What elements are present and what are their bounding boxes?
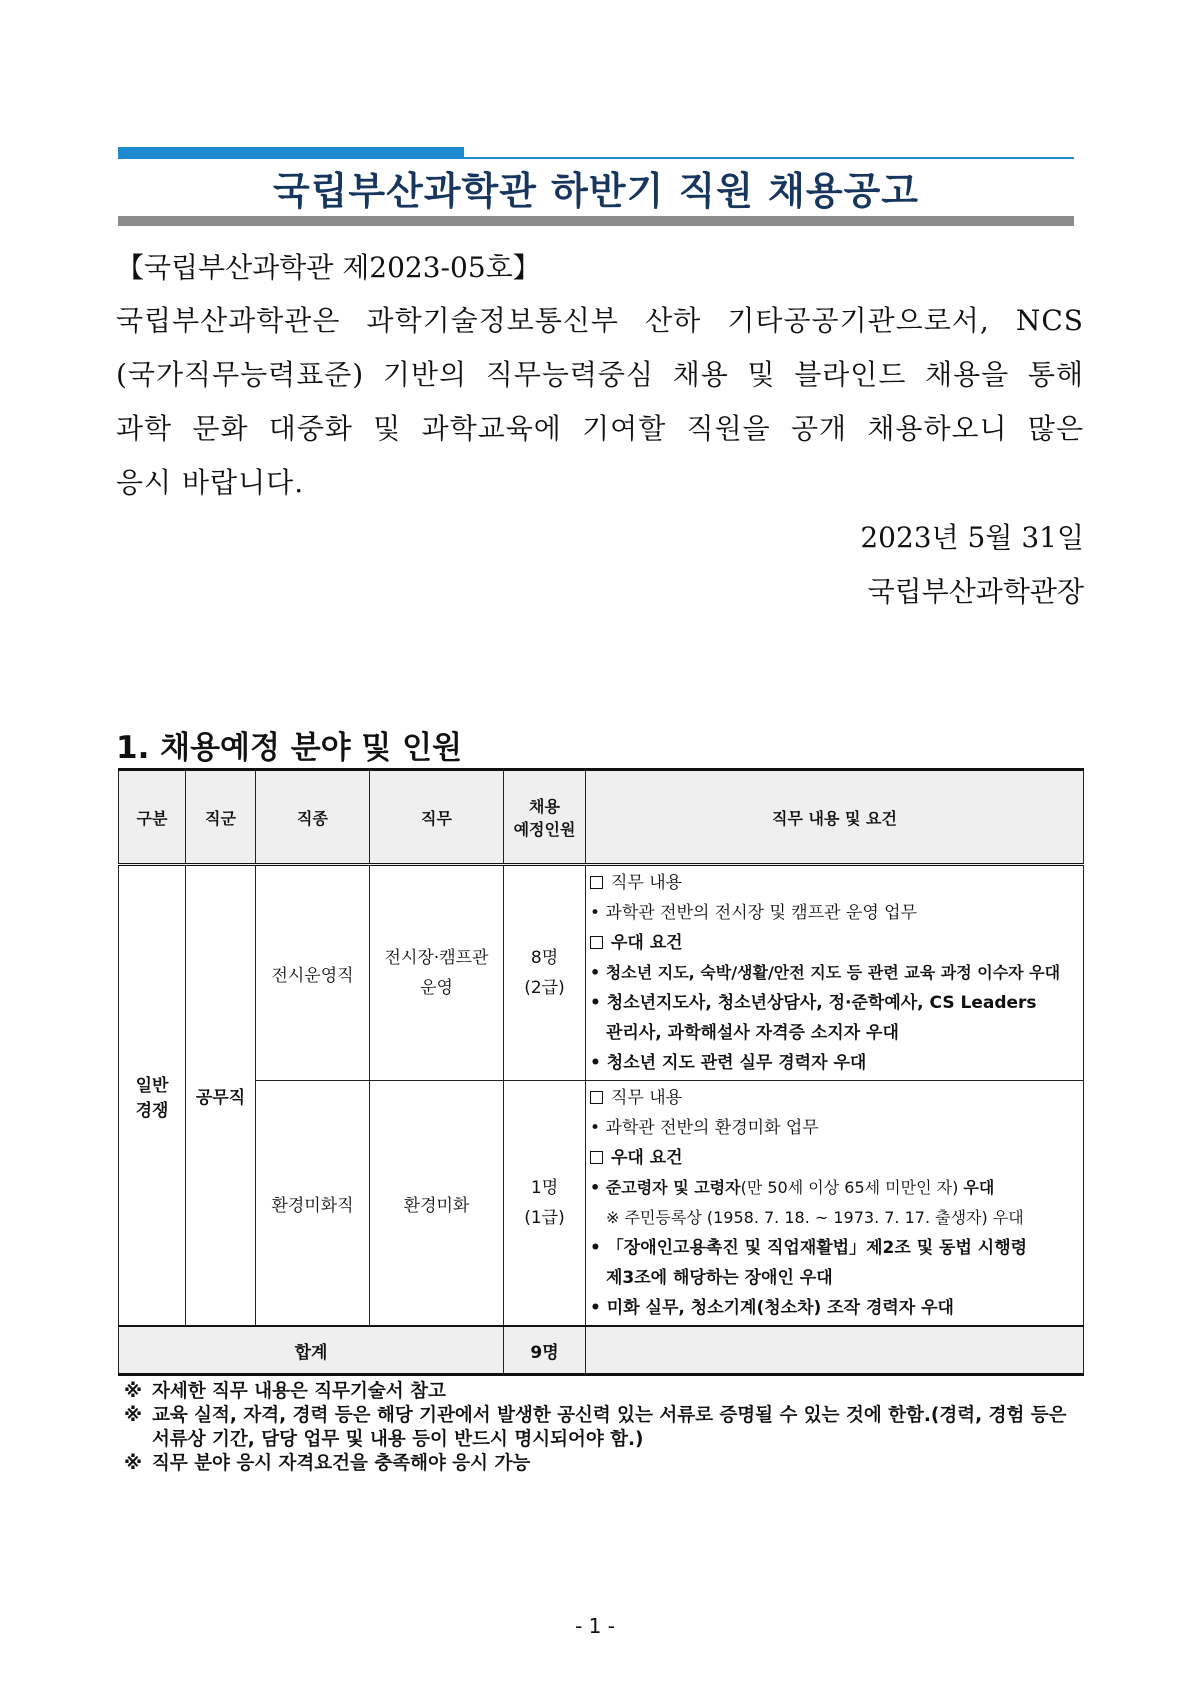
notice-date: 2023년 5월 31일: [860, 521, 1084, 554]
details-cell: 직무 내용 • 과학관 전반의 환경미화 업무 우대 요건 • 준고령자 및 고령자(만 50세 이상 65세 미만인 자) 우대 ※ 주민등록상 (1958. 7. 18. ~ 1973. 7. 17. 출생자) 우대 • 「장애인고용촉진 및 직업재활법」제2조 및 동법 시행령 제3조에 해당하는 장애인 우대 • 미화 실무, 청소기계(청소차) 조작 경력자 우대: [586, 1081, 1084, 1327]
header-job-type: 직종: [256, 770, 370, 865]
page-number: - 1 -: [575, 1614, 615, 1638]
header-details: 직무 내용 및 요건: [586, 770, 1084, 865]
intro-line: (국가직무능력표준) 기반의 직무능력중심 채용 및 블라인드 채용을 통해: [116, 358, 1084, 391]
details-cell: 직무 내용 • 과학관 전반의 전시장 및 캠프관 운영 업무 우대 요건 • 청소년 지도, 숙박/생활/안전 지도 등 관련 교육 과정 이수자 우대 • 청소년지도사, 청소년상담사, 정·준학예사, CS Leaders 관리사, 과학해설사 자격증 소지자 우대 • 청소년 지도 관련 실무 경력자 우대: [586, 865, 1084, 1081]
note-item: ※ 자세한 직무 내용은 직무기술서 참고: [124, 1381, 446, 1402]
checkbox-square-icon: [590, 936, 603, 949]
planned-count-cell: 8명 (2급): [504, 865, 586, 1081]
header-category: 구분: [119, 770, 186, 865]
checkbox-square-icon: [590, 876, 603, 889]
duty-cell: 환경미화: [370, 1081, 504, 1327]
notice-issuer: 국립부산과학관장: [867, 575, 1084, 608]
intro-line: 국립부산과학관은 과학기술정보통신부 산하 기타공공기관으로서, NCS: [116, 304, 1084, 337]
checkbox-square-icon: [590, 1151, 603, 1164]
section-title: 1. 채용예정 분야 및 인원: [116, 730, 463, 766]
intro-paragraph: [116, 294, 1084, 510]
duty-cell: 전시장·캠프관 운영: [370, 865, 504, 1081]
checkbox-square-icon: [590, 1091, 603, 1104]
notes: [124, 1380, 1084, 1476]
category-cell: 일반 경쟁: [119, 865, 186, 1327]
page-title: 국립부산과학관 하반기 직원 채용공고: [272, 169, 920, 213]
title-underline-bar: [118, 216, 1074, 226]
job-type-cell: 환경미화직: [256, 1081, 370, 1327]
intro-line: 응시 바랍니다.: [116, 466, 305, 499]
note-item: ※ 직무 분야 응시 자격요건을 충족해야 응시 가능: [124, 1453, 531, 1474]
title-accent-line: [464, 157, 1074, 159]
notice-number: 【국립부산과학관 제2023-05호】: [116, 251, 541, 284]
job-type-cell: 전시운영직: [256, 865, 370, 1081]
header-job-group: 직군: [186, 770, 256, 865]
header-planned-count: 채용 예정인원: [504, 770, 586, 865]
recruitment-table: [118, 768, 1084, 1376]
note-item: ※ 교육 실적, 자격, 경력 등은 해당 기관에서 발생한 공신력 있는 서류로 증명될 수 있는 것에 한함.(경력, 경험 등은 서류상 기간, 담당 업무 및 내용 등이 반드시 명시되어야 함.): [124, 1405, 1067, 1450]
planned-count-cell: 1명 (1급): [504, 1081, 586, 1327]
total-empty-cell: [586, 1326, 1084, 1375]
job-group-cell: 공무직: [186, 865, 256, 1327]
table-total-row: [119, 1326, 1084, 1375]
table-header-row: [119, 770, 1084, 865]
table-row: [119, 865, 1084, 1081]
intro-line: 과학 문화 대중화 및 과학교육에 기여할 직원을 공개 채용하오니 많은: [116, 412, 1084, 445]
total-count: 9명: [504, 1326, 586, 1375]
table-row: [119, 1081, 1084, 1327]
total-label: 합계: [119, 1326, 504, 1375]
header-duty: 직무: [370, 770, 504, 865]
title-accent-bar: [118, 147, 464, 159]
